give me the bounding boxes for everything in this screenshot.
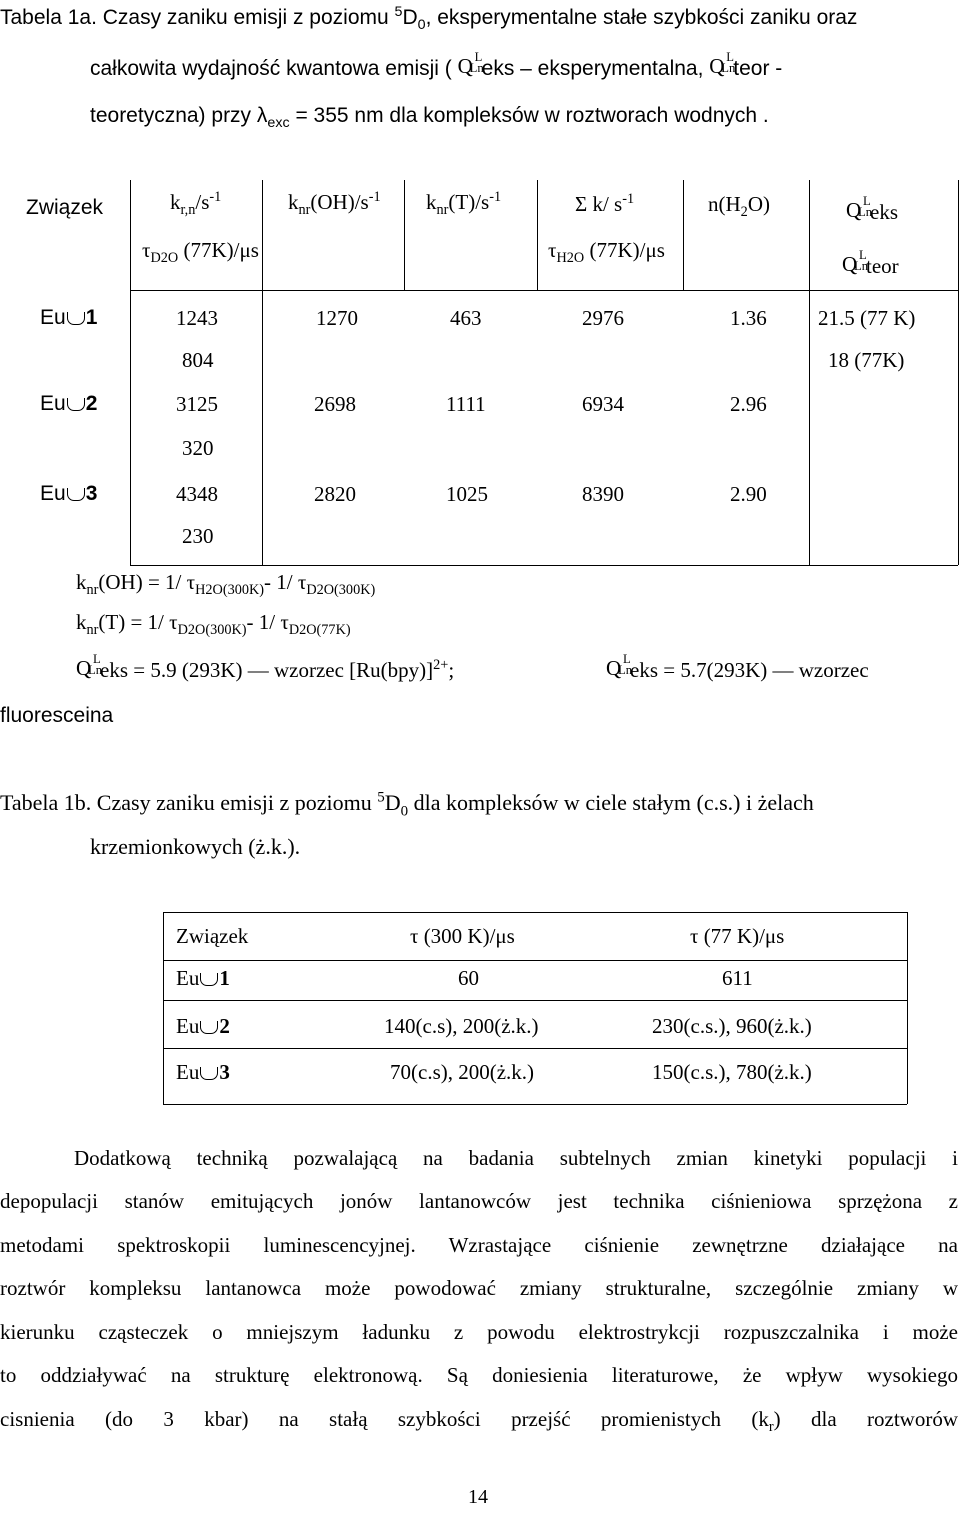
note-quantum-yield-2: Q L Ln eks = 5.7(293K) — wzorzec [606, 652, 869, 682]
paragraph-line: kierunku cząsteczek o mniejszym ładunku z powodu elektrostrykcji rozpuszczalnika i może [0, 1320, 958, 1344]
paragraph-line-last: cisnienia (do 3 kbar) na stałą szybkości przejść promienistych $(k_r)$ dla roztworów [0, 1407, 958, 1436]
table-row-compound: Eu 2 [176, 1014, 230, 1038]
paragraph-line: to oddziaływać na strukturę elektronową. Są doniesienia literaturowe, że wpływ wysokiego [0, 1363, 958, 1387]
table1-border [130, 290, 958, 291]
cell-q-eks: 21.5 (77 K) [818, 306, 916, 330]
table1-border [404, 180, 405, 290]
subset-symbol-icon [67, 312, 85, 325]
cell-n-h2o: 2.90 [730, 482, 767, 506]
cell-knr-oh: 1270 [316, 306, 358, 330]
cell-tau77: 150(c.s.), 780(ż.k.) [652, 1060, 812, 1084]
table2-border [163, 1048, 907, 1049]
cell-kr: 4348 [176, 482, 218, 506]
table2-border [163, 960, 907, 961]
table1-border [958, 180, 959, 565]
cell-n-h2o: 1.36 [730, 306, 767, 330]
table1-caption-line2: całkowita wydajność kwantowa emisji ( Q L Ln eks – eksperymentalna, Q L Ln teor - [90, 50, 783, 80]
cell-sum-k: 2976 [582, 306, 624, 330]
header-knr-t: $k_{nr}(T)/s^{-1}$ [426, 189, 502, 219]
subset-symbol-icon [200, 1021, 218, 1034]
header-q-eks: Q L Ln eks [846, 194, 898, 224]
table2-border [907, 912, 908, 1104]
cell-knr-oh: 2698 [314, 392, 356, 416]
subset-symbol-icon [200, 1067, 218, 1080]
cell-q-teor: 18 (77K) [828, 348, 905, 372]
table2-header-compound: Związek [176, 924, 249, 948]
paragraph-line: roztwór kompleksu lantanowca może powodować zmiany strukturalne, szczególnie zmiany w [0, 1276, 958, 1300]
header-tau-d2o: $\tau_{D2O}$ (77K)/μs [142, 238, 259, 267]
table1-border [537, 180, 538, 290]
table-row-compound: Eu 1 [40, 306, 98, 329]
header-knr-oh: $k_{nr}(OH)/s^{-1}$ [288, 189, 381, 219]
cell-tau300: 70(c.s), 200(ż.k.) [390, 1060, 535, 1084]
table1-border [809, 180, 810, 290]
cell-knr-t: 463 [450, 306, 482, 330]
paragraph-line: metodami spektroskopii luminescencyjnej. Wzrastające ciśnienie zewnętrzne działające na [0, 1233, 958, 1257]
header-tau-h2o: $\tau_{H2O}$ (77K)/μs [548, 238, 665, 267]
table-row-compound: Eu 3 [40, 482, 98, 505]
page-number: 14 [468, 1486, 488, 1508]
paragraph-line: depopulacji stanów emitujących jonów lantanowców jest technika ciśnieniowa sprzężona z [0, 1189, 958, 1213]
table1-border [130, 180, 131, 565]
cell-knr-t: 1025 [446, 482, 488, 506]
cell-sum-k: 8390 [582, 482, 624, 506]
subset-symbol-icon [200, 973, 218, 986]
table2-caption-line1: Tabela 1b. Czasy zaniku emisji z poziomu $^5D_0$ dla kompleksów w ciele stałym (c.s.) i żelach [0, 789, 814, 820]
header-n-h2o: $n(H_2O)$ [708, 192, 770, 221]
table1-border [262, 180, 263, 565]
table1-border [683, 180, 684, 290]
table2-header-tau300: τ (300 K)/μs [410, 924, 515, 948]
cell-tau: 230 [182, 524, 214, 548]
table-row-compound: Eu 2 [40, 392, 98, 415]
cell-tau300: 60 [458, 966, 479, 990]
header-kr: $k_{r,n}/s^{-1}$ [170, 189, 222, 219]
table2-border [163, 1000, 907, 1001]
note-quantum-yield: Q L Ln eks = 5.9 (293K) — wzorzec $[Ru(bpy)]^{2+}$; [76, 652, 455, 682]
cell-tau77: 230(c.s.), 960(ż.k.) [652, 1014, 812, 1038]
table2-border [163, 1104, 907, 1105]
cell-knr-t: 1111 [446, 392, 486, 416]
table1-border [130, 565, 958, 566]
table2-header-tau77: τ (77 K)/μs [690, 924, 785, 948]
table2-border [163, 912, 164, 1104]
cell-tau: 320 [182, 436, 214, 460]
note-knr-oh: $k_{nr}(OH) = 1/$ $\tau_{H2O(300K)}-$ 1/ $\tau_{D2O(300K)}$ [76, 570, 376, 599]
cell-knr-oh: 2820 [314, 482, 356, 506]
paragraph-line: Dodatkową techniką pozwalającą na badania subtelnych zmian kinetyki populacji i [74, 1146, 958, 1170]
note-fluoresceina: fluoresceina [0, 704, 114, 727]
note-knr-t: $k_{nr}(T) = 1/$ $\tau_{D2O(300K)}-$ 1/ $\tau_{D2O(77K)}$ [76, 610, 351, 639]
cell-sum-k: 6934 [582, 392, 624, 416]
cell-kr: 1243 [176, 306, 218, 330]
cell-tau300: 140(c.s), 200(ż.k.) [384, 1014, 539, 1038]
header-sum-k: Σ k/ $s^{-1}$ [575, 191, 635, 216]
table2-caption-line2: krzemionkowych (ż.k.). [90, 834, 301, 859]
table-row-compound: Eu 3 [176, 1060, 230, 1084]
header-q-teor: Q L Ln teor [842, 248, 899, 278]
table1-caption-line3: teoretyczna) przy $\lambda_{exc} = 355$ nm dla kompleksów w roztworach wodnych . [90, 104, 769, 132]
table2-border [163, 912, 907, 913]
table1-caption-line1: Tabela 1a. Czasy zaniku emisji z poziomu $^5D_0$, eksperymentalne stałe szybkości zaniku oraz [0, 4, 858, 34]
cell-kr: 3125 [176, 392, 218, 416]
table-row-compound: Eu 1 [176, 966, 230, 990]
header-compound: Związek [26, 196, 104, 219]
cell-tau77: 611 [722, 966, 753, 990]
subset-symbol-icon [67, 488, 85, 501]
table1-border [809, 290, 810, 565]
subset-symbol-icon [67, 398, 85, 411]
cell-n-h2o: 2.96 [730, 392, 767, 416]
cell-tau: 804 [182, 348, 214, 372]
